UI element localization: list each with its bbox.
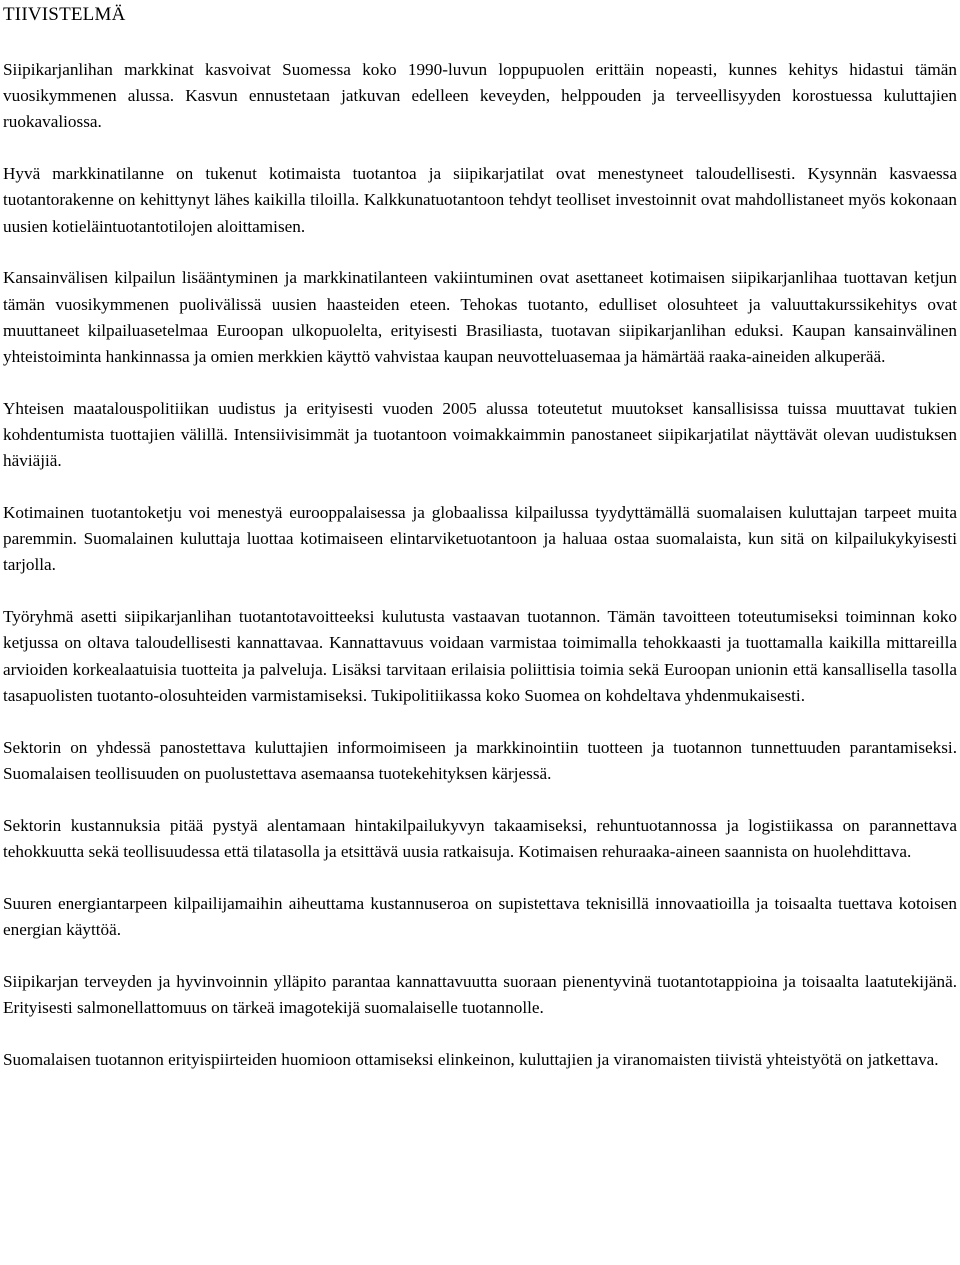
paragraph-international-competition: Kansainvälisen kilpailun lisääntyminen ja markkinatilanteen vakiintuminen ovat asettaneet kotimaisen siipikarjanlihaa tuottavan ketjun tämän vuosikymmenen puolivälissä uusien haasteiden eteen. Tehokas tuotanto, edulliset olosuhteet ja valuuttakurssikehitys ovat muuttaneet kilpailuasetelmaa Euroopan ulkopuolelta, erityisesti Brasiliasta, tuotavan siipikarjanlihan eduksi. Kaupan kansainvälinen yhteistoiminta hankinnassa ja omien merkkien käyttö vahvistaa kaupan neuvotteluasemaa ja hämärtää raaka-aineiden alkuperää.	[3, 268, 957, 367]
paragraph-energy: Suuren energiantarpeen kilpailijamaihin aiheuttama kustannuseroa on supistettava teknisillä innovaatioilla ja toisaalta tuettava kotoisen energian käyttöä.	[3, 893, 957, 939]
paragraph-market-situation: Hyvä markkinatilanne on tukenut kotimaista tuotantoa ja siipikarjatilat ovat menestyneet taloudellisesti. Kysynnän kasvaessa tuotantorakenne on kehittynyt lähes kaikilla tiloilla. Kalkkunatuotantoon tehdyt teolliset investoinnit ovat mahdollistaneet myös kokonaan uusien kotieläintuotantotilojen aloittamisen.	[3, 164, 957, 236]
paragraph-working-group-goal: Työryhmä asetti siipikarjanlihan tuotantotavoitteeksi kulutusta vastaavan tuotannon. Tämän tavoitteen toteutumiseksi toiminnan koko ketjussa on oltava taloudellisesti kannattavaa. Kannattavuus voidaan varmistaa toimimalla tehokkaasti ja tuottamalla kaikilla mittareilla arvioiden korkealaatuisia tuotteita ja palveluja. Lisäksi tarvitaan erilaisia poliittisia toimia sekä Euroopan unionin että kansallisella tasolla tasapuolisten tuotanto-olosuhteiden varmistamiseksi. Tukipolitiikassa koko Suomea on kohdeltava yhdenmukaisesti.	[3, 607, 957, 705]
paragraph-animal-health: Siipikarjan terveyden ja hyvinvoinnin ylläpito parantaa kannattavuutta suoraan pienentyvinä tuotantotappioina ja toisaalta laatutekijänä. Erityisesti salmonellattomuus on tärkeä imagotekijä suomalaiselle tuotannolle.	[3, 971, 957, 1017]
paragraph-consumer-information: Sektorin on yhdessä panostettava kuluttajien informoimiseen ja markkinointiin tuotteen ja tuotannon tunnettuuden parantamiseksi. Suomalaisen teollisuuden on puolustettava asemaansa tuotekehityksen kärjessä.	[3, 737, 957, 783]
paragraph-market-growth: Siipikarjanlihan markkinat kasvoivat Suomessa koko 1990-luvun loppupuolen erittäin nopeasti, kunnes kehitys hidastui tämän vuosikymmenen alussa. Kasvun ennustetaan jatkuvan edelleen keveyden, helppouden ja terveellisyyden korostuessa kuluttajien ruokavaliossa.	[3, 60, 957, 132]
paragraph-cost-reduction: Sektorin kustannuksia pitää pystyä alentamaan hintakilpailukyvyn takaamiseksi, rehuntuotannossa ja logistiikassa on parannettava tehokkuutta sekä teollisuudessa että tilatasolla ja etsittävä uusia ratkaisuja. Kotimaisen rehuraaka-aineen saannista on huolehdittava.	[3, 815, 957, 861]
paragraph-domestic-chain: Kotimainen tuotantoketju voi menestyä eurooppalaisessa ja globaalissa kilpailussa tyydyttämällä suomalaisen kuluttajan tarpeet muita paremmin. Suomalainen kuluttaja luottaa kotimaiseen elintarviketuotantoon ja haluaa ostaa suomalaista, kun sitä on kilpailukykyisesti tarjolla.	[3, 503, 957, 575]
paragraph-cooperation: Suomalaisen tuotannon erityispiirteiden huomioon ottamiseksi elinkeinon, kuluttajien ja viranomaisten tiivistä yhteistyötä on jatkettava.	[3, 1049, 939, 1069]
page-title: TIIVISTELMÄ	[3, 4, 126, 25]
paragraph-agricultural-policy: Yhteisen maatalouspolitiikan uudistus ja erityisesti vuoden 2005 alussa toteutetut muutokset kansallisissa tuissa muuttavat tukien kohdentumista tuottajien välillä. Intensiivisimmät ja tuotantoon voimakkaimmin panostaneet siipikarjatilat näyttävät olevan uudistuksen häviäjiä.	[3, 398, 957, 471]
document-page	[3, 0, 957, 1073]
